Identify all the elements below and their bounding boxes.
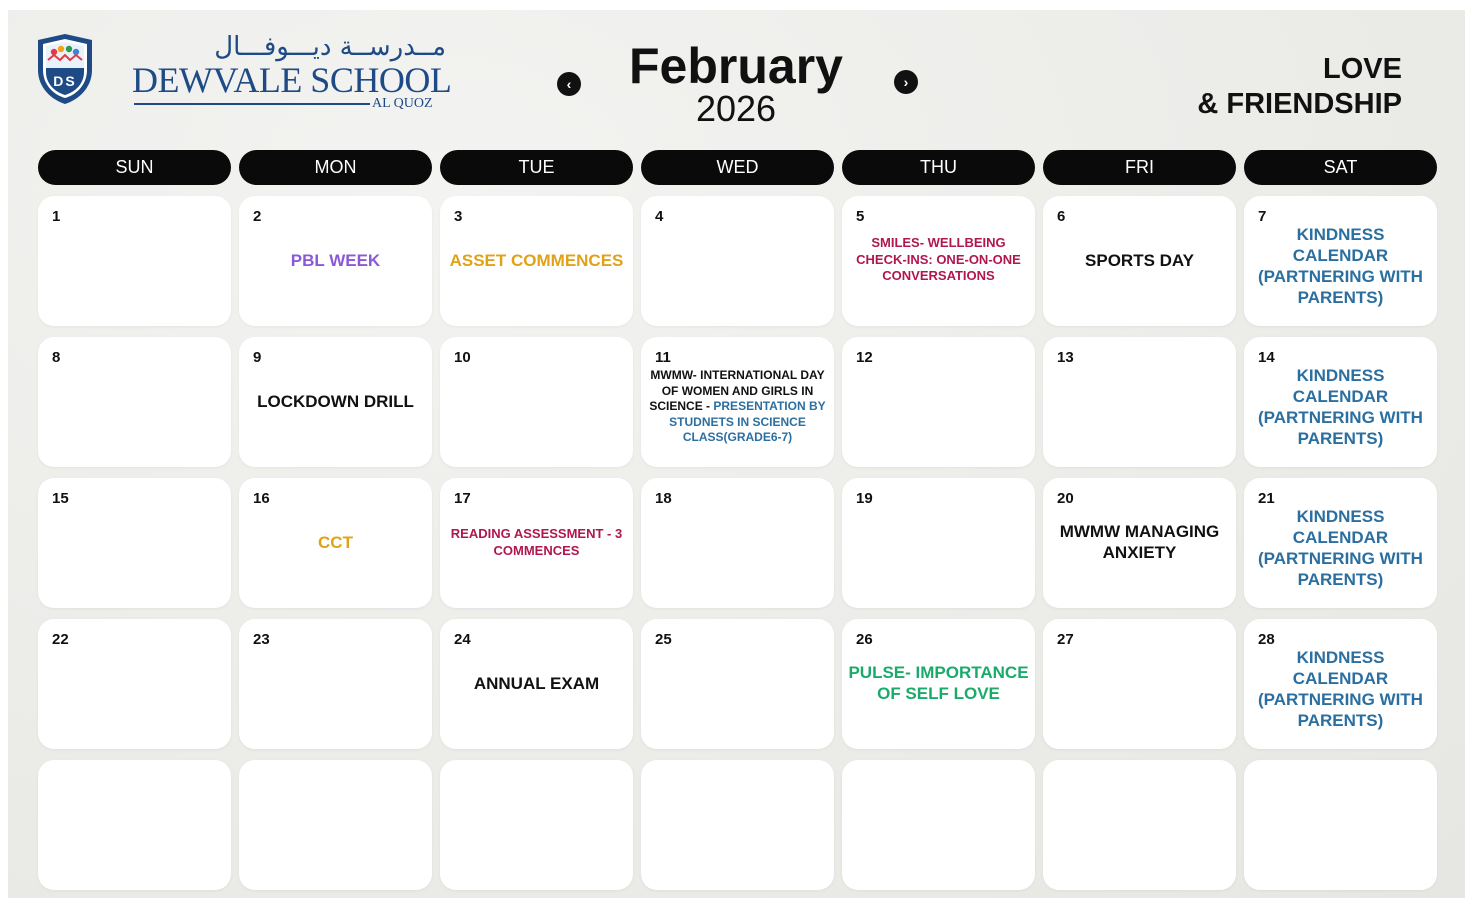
day-event [846,662,1031,704]
day-cell-21[interactable] [1244,478,1437,608]
empty-day-cell[interactable] [440,760,633,890]
school-name-arabic: مــدرســة ديـــوفـــال [214,32,446,62]
event-text: MWMW MANAGING ANXIETY [1059,522,1220,562]
previous-month-button[interactable] [557,72,581,96]
day-number: 8 [52,349,61,366]
day-cell-8[interactable] [38,337,231,467]
day-number: 22 [52,631,69,648]
day-number: 4 [655,208,664,225]
weekday-header-mon: MON [239,150,432,185]
event-text: KINDNESS CALENDAR (PARTNERING WITH PARENTS) [1258,225,1423,307]
event-text: READING ASSESSMENT - 3 COMMENCES [450,526,623,558]
event-text: MWMW- INTERNATIONAL DAY OF WOMEN AND GIRLS IN SCIENCE - [649,368,825,413]
day-cell-3[interactable] [440,196,633,326]
day-number: 11 [655,349,671,366]
weekday-header-fri: FRI [1043,150,1236,185]
day-event [1248,506,1433,590]
month-title: February [629,38,843,94]
day-number: 3 [454,208,463,225]
event-text: PRESENTATION BY STUDNETS IN SCIENCE CLASS(GRADE6-7) [669,399,826,444]
event-text: CCT [318,533,353,552]
day-cell-6[interactable] [1043,196,1236,326]
day-cell-26[interactable] [842,619,1035,749]
month-theme [1197,52,1402,122]
day-event [444,250,629,271]
school-location: AL QUOZ [372,96,433,111]
day-cell-12[interactable] [842,337,1035,467]
day-number: 21 [1258,490,1275,507]
weekday-header-sun: SUN [38,150,231,185]
school-logo [34,30,452,120]
day-event [1047,521,1232,563]
day-number: 15 [52,490,69,507]
day-cell-22[interactable] [38,619,231,749]
day-number: 10 [454,349,471,366]
event-text: ANNUAL EXAM [473,674,600,693]
empty-day-cell[interactable] [842,760,1035,890]
school-name: DEWVALE SCHOOL [132,60,452,100]
empty-day-cell[interactable] [239,760,432,890]
day-event [645,368,830,446]
year-title: 2026 [695,88,777,129]
day-cell-18[interactable] [641,478,834,608]
day-cell-14[interactable] [1244,337,1437,467]
day-cell-23[interactable] [239,619,432,749]
day-cell-16[interactable] [239,478,432,608]
day-event [444,673,629,694]
day-number: 18 [655,490,672,507]
day-cell-1[interactable] [38,196,231,326]
day-number: 9 [253,349,262,366]
event-text: SMILES- WELLBEING CHECK-INS: ONE-ON-ONE CONVERSATIONS [856,235,1021,283]
theme-line-2: & FRIENDSHIP [1197,88,1402,120]
day-cell-25[interactable] [641,619,834,749]
day-number: 17 [454,490,471,507]
day-number: 23 [253,631,270,648]
day-event [1248,365,1433,449]
day-cell-19[interactable] [842,478,1035,608]
day-number: 2 [253,208,262,225]
day-cell-9[interactable] [239,337,432,467]
day-cell-5[interactable] [842,196,1035,326]
day-event [1047,250,1232,271]
event-text: KINDNESS CALENDAR (PARTNERING WITH PARENTS) [1258,366,1423,448]
school-crest-icon [34,32,96,106]
day-cell-4[interactable] [641,196,834,326]
day-number: 25 [655,631,672,648]
day-cell-10[interactable] [440,337,633,467]
weekday-header-wed: WED [641,150,834,185]
empty-day-cell[interactable] [1043,760,1236,890]
theme-line-1: LOVE [1323,53,1402,85]
event-text: SPORTS DAY [1085,251,1194,270]
day-number: 12 [856,349,873,366]
empty-day-cell[interactable] [641,760,834,890]
day-event [243,250,428,271]
day-number: 20 [1057,490,1074,507]
crest-initials: DS [53,73,77,89]
event-text: LOCKDOWN DRILL [257,392,414,411]
event-text: PULSE- IMPORTANCE OF SELF LOVE [848,663,1029,703]
day-cell-15[interactable] [38,478,231,608]
day-number: 24 [454,631,471,648]
weekday-header-thu: THU [842,150,1035,185]
day-number: 14 [1258,349,1275,366]
day-event [1248,647,1433,731]
day-event [243,391,428,412]
chevron-left-icon: ‹ [566,76,572,92]
next-month-button[interactable] [894,70,918,94]
event-text: ASSET COMMENCES [449,251,624,270]
day-number: 6 [1057,208,1066,225]
event-text: KINDNESS CALENDAR (PARTNERING WITH PARENTS) [1258,648,1423,730]
day-event [444,526,629,559]
chevron-right-icon: › [903,74,909,90]
day-number: 13 [1057,349,1074,366]
day-event [243,532,428,553]
day-number: 7 [1258,208,1267,225]
day-number: 27 [1057,631,1074,648]
day-cell-24[interactable] [440,619,633,749]
day-cell-28[interactable] [1244,619,1437,749]
logo-divider [134,103,370,105]
event-text: KINDNESS CALENDAR (PARTNERING WITH PARENTS) [1258,507,1423,589]
day-cell-13[interactable] [1043,337,1236,467]
day-cell-7[interactable] [1244,196,1437,326]
day-cell-27[interactable] [1043,619,1236,749]
day-number: 5 [856,208,865,225]
day-cell-17[interactable] [440,478,633,608]
empty-day-cell[interactable] [38,760,231,890]
day-number: 1 [52,208,61,225]
day-number: 26 [856,631,873,648]
day-cell-2[interactable] [239,196,432,326]
day-number: 19 [856,490,873,507]
weekday-header-sat: SAT [1244,150,1437,185]
day-event [846,235,1031,285]
event-text: PBL WEEK [290,251,381,270]
day-cell-11[interactable] [641,337,834,467]
weekday-header-tue: TUE [440,150,633,185]
day-number: 28 [1258,631,1275,648]
day-number: 16 [253,490,270,507]
day-cell-20[interactable] [1043,478,1236,608]
day-event [1248,224,1433,308]
empty-day-cell[interactable] [1244,760,1437,890]
